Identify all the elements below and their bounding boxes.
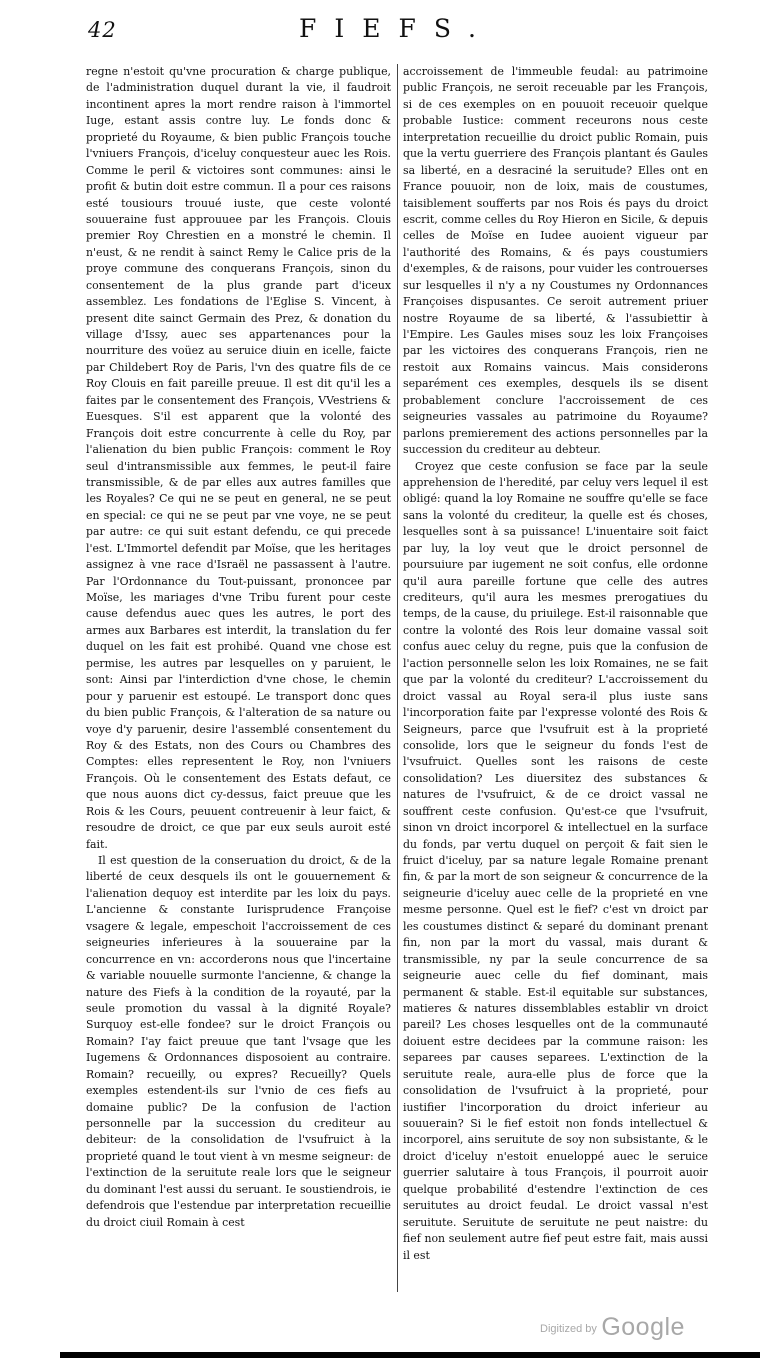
running-title: FIEFS.: [299, 14, 494, 43]
page-bottom-border: [60, 1352, 760, 1358]
right-column: [403, 64, 708, 1264]
paragraph: Il est question de la conseruation du droict, & de la liberté de ceux desquels ils ont le gouuernement & l'alienation dequoy est interdite par les loix du pays. L'ancienne & constante Iurisprudence Françoise vsagere & legale, empeschoit l'accroissement de ces seigneuries inferieures à la souueraine par la concurrence en vn: accorderons nous que l'incertaine & variable nouuelle surmonte l'ancienne, & change la nature des Fiefs à la condition de la royauté, par la seule promotion du vassal à la dignité Royale? Surquoy est-elle fondee? sur le droict François ou Romain? I'ay faict preuue que tant l'vsage que les Iugemens & Ordonnances disposoient au contraire. Romain? recueilly, ou expres? Recueilly? Quels exemples estendent-ils sur l'vnio de ces fiefs au domaine public? De la confusion de l'action personnelle par la succession du crediteur au debiteur: de la consolidation de l'vsufruict à la proprieté quand le tout vient à vn mesme seigneur: de l'extinction de la seruitute reale lors que le seigneur du dominant l'est aussi du seruant. Ie soustiendrois, ie defendrois que l'estendue par interpretation recueillie du droict ciuil Romain à cest: [86, 854, 391, 1229]
page-number: 42: [88, 18, 117, 42]
digitized-watermark: [540, 1313, 685, 1342]
left-column: [86, 64, 391, 1231]
paragraph: accroissement de l'immeuble feudal: au patrimoine public François, ne seroit receuable par les François, si de ces exemples on en pouuoit receuoir quelque probable Iustice: comment receurons nous ceste interpretation recueillie du droict public Romain, puis que la vertu guerriere des François plantant és Gaules sa liberté, en a desraciné la seruitude? Elles ont en France pouuoir, non de loix, mais de coustumes, taisiblement soufferts par nos Rois és pays du droict escrit, comme celles du Roy Hieron en Sicile, & depuis celles de Moïse en Iudee auoient vigueur par l'authorité des Romains, & és pays coustumiers d'exemples, & de raisons, pour vuider les controuerses sur lesquelles il n'y a ny Coustumes ny Ordonnances Françoises dispusantes. Ce seroit autrement priuer nostre Royaume de sa liberté, & l'assubiettir à l'Empire. Les Gaules mises souz les loix Françoises par les victoires des conquerans François, rien ne restoit aux Romains vaincus. Mais considerons separément ces exemples, desquels ils se disent probablement conclure l'accroissement de ces seigneuries vassales au patrimoine du Royaume? parlons premierement des actions personnelles par la succession du crediteur au debteur.: [403, 65, 708, 457]
paragraph: Croyez que ceste confusion se face par la seule apprehension de l'heredité, par celuy vers lequel il est obligé: quand la loy Romaine ne souffre qu'elle se face sans la volonté du crediteur, la quelle est és choses, lesquelles sont à sa puissance! L'inuentaire soit faict par luy, la loy veut que le droict personnel de poursuiure par iugement ne soit confus, elle ordonne qu'il aura pareille fortune que celle des autres crediteurs, qu'il aura les mesmes prerogatiues du temps, de la cause, du priuilege. Est-il raisonnable que contre la volonté des Rois leur domaine vassal soit confus auec celuy du regne, puis que la confusion de l'action personnelle selon les loix Romaines, ne se fait que par la volonté du crediteur? L'accroissement du droict vassal au Royal sera-il plus iuste sans l'incorporation faite par l'expresse volonté des Rois & Seigneurs, parce que l'vsufruit est à la proprieté consolide, lors que le seigneur du fonds l'est de l'vsufruict. Quelles sont les raisons de ceste consolidation? Les diuersitez des substances & natures de l'vsufruict, & de ce droict vassal ne souffrent ceste confusion. Qu'est-ce que l'vsufruit, sinon vn droict incorporel & intellectuel en la surface du fonds, par vertu duquel on perçoit & fait sien le fruict d'iceluy, par sa nature legale Romaine prenant fin, & par la mort de son seigneur & concurrence de la seigneurie d'iceluy auec celle de la proprieté en vne mesme personne. Quel est le fief? c'est vn droict par les coustumes distinct & separé du dominant prenant fin, non par la mort du vassal, mais durant & transmissible, ny par la seule concurrence de sa seigneurie auec celle du fief dominant, mais permanent & stable. Est-il equitable sur substances, matieres & natures dissemblables establir vn droict pareil? Les choses lesquelles ont de la communauté doiuent estre decidees par la commune raison: les separees par causes separees. L'extinction de la seruitute reale, aura-elle plus de force que la consolidation de l'vsufruict à la proprieté, pour iustifier l'incorporation du droict inferieur au souuerain? Si le fief estoit non fonds intellectuel & incorporel, ains seruitute de soy non subsistante, & le droict d'iceluy n'estoit enueloppé auec le seruice guerrier salutaire à tous François, il pourroit auoir quelque probabilité d'estendre l'extinction de ces seruitutes au droict feudal. Le droict vassal n'est seruitute. Seruitute de seruitute ne peut naistre: du fief non seulement autre fief peut estre fait, mais aussi il est: [403, 459, 708, 1262]
watermark-brand: Google: [601, 1313, 685, 1341]
page-header: [0, 0, 775, 54]
watermark-prefix: Digitized by: [540, 1323, 597, 1335]
column-divider: [397, 64, 398, 1292]
paragraph: regne n'estoit qu'vne procuration & charge publique, de l'administration duquel durant la vie, il faudroit incontinent apres la mort rendre raison à l'immortel Iuge, estant assis contre luy. Le fonds donc & proprieté du Royaume, & bien public François touche l'vniuers François, d'iceluy conquesteur auec les Rois. Comme le peril & victoires sont communes: ainsi le profit & butin doit estre commun. Il a pour ces raisons esté tousiours trouué iuste, que ceste volonté souueraine fust approuuee par les François. Clouis premier Roy Chrestien en a monstré le chemin. Il n'eust, & ne rendit à sainct Remy le Calice pris de la proye commune des conquerans François, sinon du consentement de la plus grande part d'iceux assemblez. Les fondations de l'Eglise S. Vincent, à present dite sainct Germain des Prez, & donation du village d'Issy, auec ses appartenances pour la nourriture des voüez au seruice diuin en icelle, faicte par Childebert Roy de Paris, l'vn des quatre fils de ce Roy Clouis en fait pareille preuue. Il est dit qu'il les a faites par le consentement des François, VVestriens & Euesques. S'il est apparent que la volonté des François doit estre concurrente à celle du Roy, par l'alienation du bien public François: comment le Roy seul d'intransmissible aux femmes, le peut-il faire transmissible, & de par elles aux autres familles que les Royales? Ce qui ne se peut en general, ne se peut en special: ce qui ne se peut par vne voye, ne se peut par autre: ce qui suit estant defendu, ce qui precede l'est. L'Immortel defendit par Moïse, que les heritages assignez à vne race d'Israël ne passassent à l'autre. Par l'Ordonnance du Tout-puissant, prononcee par Moïse, les mariages d'vne Tribu furent pour ceste cause defendus auec ques les autres, le port des armes aux Barbares est interdit, la translation du fer duquel on les fait est prohibé. Quand vne chose est permise, les autres par lesquelles on y paruient, le sont: Ainsi par l'interdiction d'vne chose, le chemin pour y paruenir est estoupé. Le transport donc ques du bien public François, & l'alteration de sa nature ou voye d'y paruenir, desire l'assemblé consentement du Roy & des Estats, non des Cours ou Chambres des Comptes: elles representent le Roy, non l'vniuers François. Où le consentement des Estats defaut, ce que nous auons dict cy-dessus, faict preuue que les Rois & les Cours, peuuent contreuenir à leur faict, & resoudre de droict, ce que par eux seuls auroit esté fait.: [86, 65, 391, 851]
